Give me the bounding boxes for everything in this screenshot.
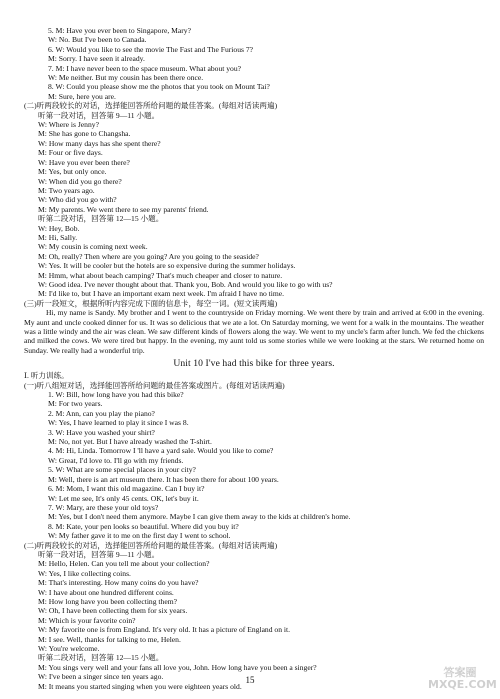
script-line: M: How long have you been collecting them? [38, 596, 177, 606]
script-line: 6. W: Would you like to see the movie The Fast and The Furious 7? [48, 44, 254, 54]
script-line: M: I see. Well, thanks for talking to me, Helen. [38, 634, 181, 644]
script-line: M: Hmm, what about beach camping? That's much cheaper and closer to nature. [38, 270, 283, 280]
script-line: 听第一段对话，回答第 9—11 小题。 [38, 110, 160, 120]
script-line: W: Where is Jenny? [38, 120, 99, 130]
script-line: M: She has gone to Changsha. [38, 129, 131, 139]
script-line: W: Yes. It will be cooler but the hotels are so expensive during the summer holidays. [38, 261, 296, 271]
script-line: M: I'd like to, but I have an important exam next week. I'm afraid I have no time. [38, 289, 285, 299]
script-line: W: I have about one hundred different coins. [38, 587, 174, 597]
script-line: W: Oh, I have been collecting them for six years. [38, 606, 188, 616]
script-line: M: That's interesting. How many coins do you have? [38, 578, 199, 588]
script-line: 5. W: What are some special places in your city? [48, 465, 196, 475]
script-line: M: Yes, but only once. [38, 167, 107, 177]
watermark-logo: 答案圈 MXQE.COM [428, 666, 497, 691]
script-line: 3. W: Have you washed your shirt? [48, 427, 155, 437]
script-line: W: Have you ever been there? [38, 157, 130, 167]
script-line: M: Hi, Sally. [38, 232, 78, 242]
script-line: M: Yes, but I don't need them anymore. Maybe I can give them away to the kids at children's home. [48, 512, 351, 522]
script-line: 7. M: I have never been to the space museum. What about you? [48, 63, 242, 73]
script-line: W: Let me see, It's only 45 cents. OK, let's buy it. [48, 493, 199, 503]
script-line: W: My favorite one is from England. It's very old. It has a picture of England on it. [38, 625, 291, 635]
script-line: M: Oh, really? Then where are you going? Are you going to the seaside? [38, 251, 259, 261]
script-line: W: Yes, I have learned to play it since I was 8. [48, 418, 189, 428]
script-line: M: Which is your favorite coin? [38, 615, 136, 625]
page-number: 15 [245, 675, 255, 685]
script-line: M: Two years ago. [38, 185, 95, 195]
script-line: W: No. But I've been to Canada. [48, 35, 147, 45]
script-line: 8. W: Could you please show me the photos that you took on Mount Tai? [48, 82, 270, 92]
script-line: 6. M: Mom, I want this old magazine. Can I buy it? [48, 484, 205, 494]
script-line: M: Four or five days. [38, 148, 103, 158]
script-line: 7. W: Mary, are these your old toys? [48, 502, 159, 512]
short-passage [24, 308, 484, 355]
script-line: W: Yes, I like collecting coins. [38, 568, 131, 578]
script-line: W: My father gave it to me on the first day I went to school. [48, 531, 231, 541]
script-line: W: How many days has she spent there? [38, 138, 161, 148]
section-heading: (一)听八组短对话，选择能回答所给问题的最佳答案或图片。(每组对话读两遍) [24, 380, 285, 390]
passage-paragraph: Hi, my name is Sandy. My brother and I went to the countryside on Friday morning. We went there by train and arrived at 6:00 in the evening. My aunt and uncle cooked dinner for us. It was so delicious that we ate a lot. On Saturday morning, we went for a walk in the mountains. The weather was a little windy and the air was clean. We saw different kinds of flowers along the way. We went to my uncle's farm after lunch. We fed the chickens and milked the cows. We were tired but happy. In the evening, my aunt told us some stories while we were looking at the stars. We returned home on Sunday. We really had a wonderful trip. [24, 308, 484, 355]
script-line: M: Well, there is an art museum there. It has been there for about 100 years. [48, 474, 279, 484]
section-heading: (二)听两段较长的对话，选择能回答所给问题的最佳答案。(每组对话读两遍) [24, 101, 278, 111]
script-line: W: I've been a singer since ten years ago. [38, 672, 164, 682]
section-heading: Ⅰ. 听力训练。 [24, 371, 69, 381]
section-heading: (三)听一段短文，根据所听内容完成下面的信息卡，每空一词。(短文读两遍) [24, 298, 278, 308]
script-line: M: Hello, Helen. Can you tell me about your collection? [38, 559, 210, 569]
script-line: M: No, not yet. But I have already washed the T-shirt. [48, 437, 212, 447]
document-page [24, 26, 484, 691]
script-line: W: Hey, Bob. [38, 223, 80, 233]
script-line: 听第二段对话，回答第 12—15 小题。 [38, 653, 164, 663]
unit-title: Unit 10 I've had this bike for three years. [173, 358, 335, 370]
script-line: M: Sorry. I have seen it already. [48, 54, 145, 64]
script-line: W: Me neither. But my cousin has been there once. [48, 73, 204, 83]
section-heading: (二)听两段较长的对话，选择能回答所给问题的最佳答案。(每组对话读两遍) [24, 540, 278, 550]
listening-script-top [24, 26, 484, 308]
listening-script-bottom [24, 371, 484, 691]
script-line: 4. M: Hi, Linda. Tomorrow I 'll have a yard sale. Would you like to come? [48, 446, 274, 456]
script-line: M: Sure, here you are. [48, 91, 116, 101]
script-line: M: For two years. [48, 399, 103, 409]
script-line: M: You sings very well and your fans all love you, John. How long have you been a singer? [38, 662, 317, 672]
script-line: 5. M: Have you ever been to Singapore, Mary? [48, 26, 191, 35]
script-line: 听第二段对话，回答第 12—15 小题。 [38, 214, 164, 224]
script-line: W: You're welcome. [38, 644, 100, 653]
script-line: W: When did you go there? [38, 176, 122, 186]
script-line: W: Good idea. I've never thought about that. Thank you, Bob. And would you like to go with us? [38, 279, 333, 289]
script-line: 8. M: Kate, your pen looks so beautiful. Where did you buy it? [48, 521, 239, 531]
script-line: 听第一段对话，回答第 9—11 小题。 [38, 549, 160, 559]
script-line: M: My parents. We went there to see my parents' friend. [38, 204, 209, 214]
script-line: W: Great, I'd love to. I'll go with my friends. [48, 455, 184, 465]
script-line: M: It means you started singing when you were eighteen years old. [38, 681, 242, 691]
script-line: 1. W: Bill, how long have you had this bike? [48, 390, 184, 400]
script-line: W: Who did you go with? [38, 195, 117, 205]
script-line: 2. M: Ann, can you play the piano? [48, 408, 155, 418]
script-line: W: My cousin is coming next week. [38, 242, 148, 252]
